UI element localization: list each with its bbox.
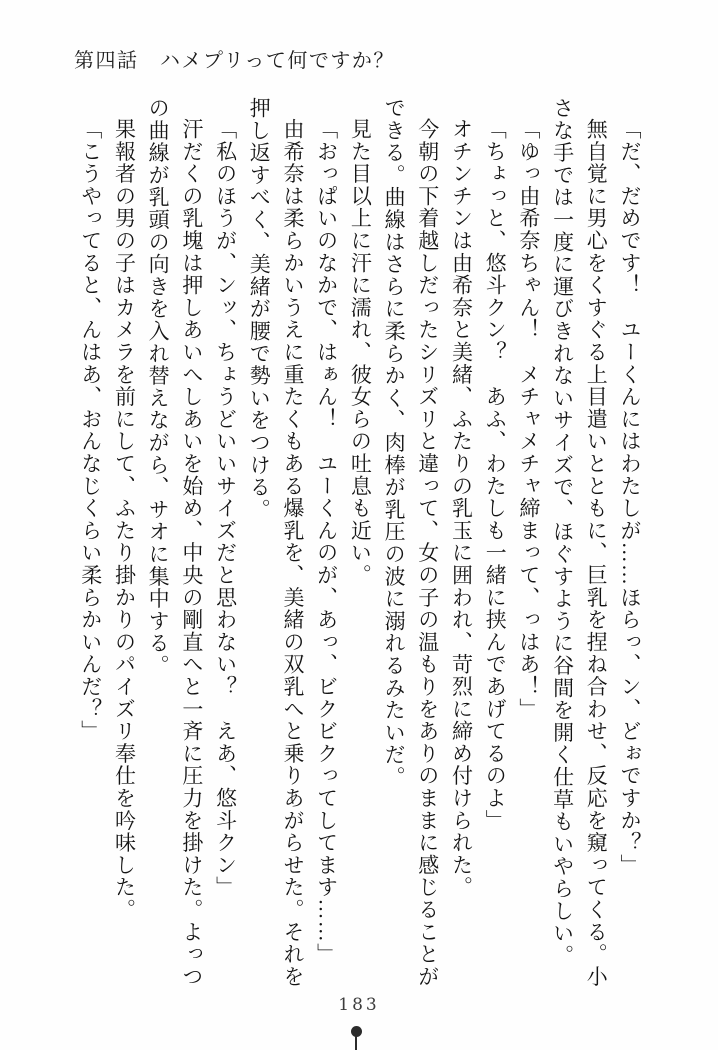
- paragraph: 「おっぱいのなかで、はぁん！ ユーくんのが、あっ、ビクビクってしてます……」: [314, 118, 339, 966]
- chapter-header: 第四話 ハメプリって何ですか？: [74, 50, 395, 72]
- paragraph: オチンチンは由希奈と美緒、ふたりの乳玉に囲われ、苛烈に締め付けられた。: [449, 118, 474, 899]
- paragraph: 「ゆっ由希奈ちゃん！ メチャメチャ締まって、っはあ！」: [516, 118, 541, 721]
- paragraph: 「こうやってると、んはあ、おんなじくらい柔らかいんだ？」: [78, 118, 103, 743]
- paragraph: 汗だくの乳塊は押しあいへしあいを始め、中央の剛直へと一斉に圧力を掛けた。よっつの曲線が乳頭の向きを入れ替えながら、サオに集中する。: [146, 97, 204, 988]
- paragraph: 「だ、だめです！ ユーくんにはわたしが……ほらっ、ン、どぉですか？」: [618, 118, 642, 877]
- paragraph: 果報者の男の子はカメラを前にして、ふたり掛かりのパイズリ奉仕を吟味した。: [112, 118, 137, 921]
- paragraph: 由希奈は柔らかいうえに重たくもある爆乳を、美緒の双乳へと乗りあがらせた。それを押し返すべく、美緒が腰で勢いをつける。: [247, 97, 305, 988]
- text-body: [73, 97, 646, 997]
- paragraph: 「私のほうが、ンッ、ちょうどいいサイズだと思わない？ えあ、悠斗クン」: [213, 118, 238, 899]
- paragraph: 今朝の下着越しだったシリズリと違って、女の子の温もりをありのままに感じることができる。曲線はさらに柔らかく、肉棒が乳圧の波に溺れるみたいだ。: [382, 97, 440, 988]
- paragraph: 「ちょっと、悠斗クン？ あふ、わたしも一緒に挟んであげてるのよ」: [483, 118, 508, 832]
- pin-stem: [355, 1035, 357, 1050]
- paragraph: 無自覚に男心をくすぐる上目遣いとともに、巨乳を捏ね合わせ、反応を窺ってくる。小さな手では一度に運びきれないサイズで、ほぐすように谷間を開く仕草もいやらしい。: [550, 97, 609, 988]
- page-number: 183: [338, 995, 380, 1015]
- paragraph: 見た目以上に汗に濡れ、彼女らの吐息も近い。: [348, 118, 373, 587]
